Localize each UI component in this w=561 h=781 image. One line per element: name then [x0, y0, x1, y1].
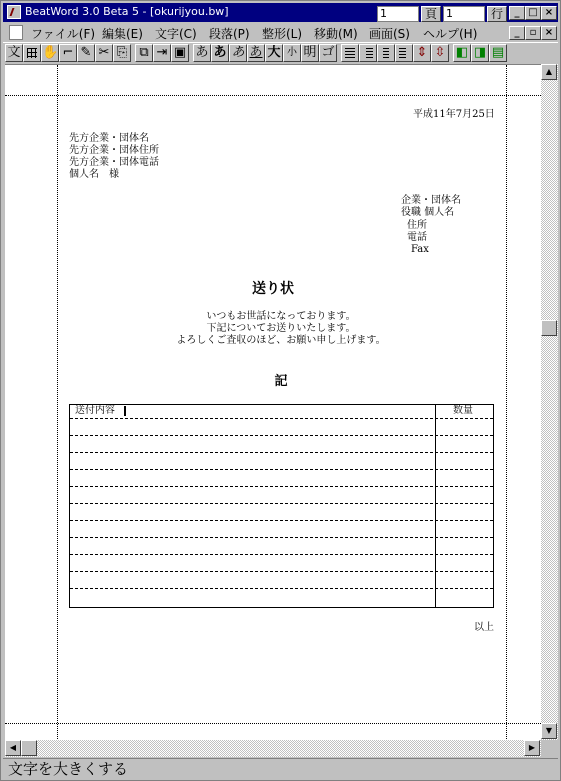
- page-next-icon[interactable]: ◨: [471, 44, 489, 62]
- recipient-name: 個人名 様: [69, 169, 119, 180]
- left-margin-guide: [57, 65, 58, 740]
- horizontal-scrollbar[interactable]: [5, 740, 541, 757]
- table-row[interactable]: [70, 520, 493, 521]
- line-label: 行: [487, 6, 507, 22]
- ki-heading: 記: [274, 374, 288, 389]
- copy-block-icon[interactable]: ⧉: [135, 44, 153, 62]
- menu-bar: [3, 23, 558, 42]
- font-small-button[interactable]: 小: [283, 44, 301, 62]
- menu-view[interactable]: 画面(S): [369, 27, 410, 41]
- page-prev-icon[interactable]: ◧: [453, 44, 471, 62]
- font-large-button[interactable]: 大: [265, 44, 283, 62]
- window-title: BeatWord 3.0 Beta 5 - [okurijyou.bw]: [25, 5, 229, 18]
- table-row[interactable]: [70, 418, 493, 419]
- document-heading: 送り状: [252, 281, 294, 297]
- page-label: 頁: [421, 6, 441, 22]
- align-left-icon[interactable]: [395, 44, 413, 62]
- ruler-line-icon[interactable]: ⌐: [59, 44, 77, 62]
- indent-icon[interactable]: ⇥: [153, 44, 171, 62]
- greeting-line-1: いつもお世話になっております。: [206, 311, 356, 322]
- status-bar: 文字を大きくする: [3, 758, 558, 780]
- page-last-icon[interactable]: ▤: [489, 44, 507, 62]
- horizontal-scroll-thumb[interactable]: [21, 740, 37, 756]
- pencil-icon[interactable]: ✎: [77, 44, 95, 62]
- contents-table[interactable]: [69, 404, 494, 608]
- table-row[interactable]: [70, 588, 493, 589]
- menu-format[interactable]: 整形(L): [262, 27, 303, 41]
- sender-address: 住所: [407, 220, 427, 231]
- maximize-icon[interactable]: □: [525, 6, 541, 20]
- table-row[interactable]: [70, 435, 493, 436]
- font-italic-button[interactable]: あ: [229, 44, 247, 62]
- table-header-quantity: 数量: [453, 405, 473, 416]
- title-bar[interactable]: [3, 3, 558, 22]
- sender-fax: Fax: [411, 244, 429, 255]
- menu-paragraph[interactable]: 段落(P): [209, 27, 250, 41]
- scroll-up-icon[interactable]: ▲: [541, 64, 557, 80]
- font-gothic-button[interactable]: ゴ: [319, 44, 337, 62]
- vertical-scroll-thumb[interactable]: [541, 320, 557, 336]
- frame-icon[interactable]: ▣: [171, 44, 189, 62]
- table-row[interactable]: [70, 486, 493, 487]
- greeting-line-3: よろしくご査収のほど、お願い申し上げます。: [176, 335, 386, 346]
- table-row[interactable]: [70, 571, 493, 572]
- minimize-icon[interactable]: _: [509, 6, 525, 20]
- scroll-down-icon[interactable]: ▼: [541, 723, 557, 739]
- document-icon[interactable]: [9, 25, 23, 40]
- right-margin-guide: [506, 65, 507, 740]
- document-area[interactable]: [5, 64, 541, 740]
- doc-restore-icon[interactable]: ▫: [525, 26, 541, 40]
- table-row[interactable]: [70, 452, 493, 453]
- menu-edit[interactable]: 編集(E): [102, 27, 143, 41]
- font-normal-button[interactable]: あ: [193, 44, 211, 62]
- scroll-right-icon[interactable]: ▶: [524, 740, 540, 756]
- table-row[interactable]: [70, 537, 493, 538]
- close-icon[interactable]: ×: [541, 6, 557, 20]
- font-underline-button[interactable]: あ: [247, 44, 265, 62]
- sender-company: 企業・団体名: [401, 195, 461, 206]
- line-spacing-narrow-icon[interactable]: ⇳: [431, 44, 449, 62]
- vertical-scrollbar[interactable]: [541, 64, 558, 740]
- toolbar: [3, 42, 558, 64]
- hand-icon[interactable]: ✋: [42, 45, 59, 60]
- text-cursor: [124, 406, 126, 416]
- app-icon[interactable]: [7, 5, 21, 19]
- table-row[interactable]: [70, 469, 493, 470]
- align-center-icon[interactable]: [377, 44, 395, 62]
- table-icon[interactable]: [23, 44, 41, 62]
- sender-phone: 電話: [407, 232, 427, 243]
- sender-title-name: 役職 個人名: [401, 207, 455, 218]
- recipient-address: 先方企業・団体住所: [69, 145, 159, 156]
- scroll-left-icon[interactable]: ◀: [5, 740, 21, 756]
- recipient-company: 先方企業・団体名: [69, 133, 149, 144]
- font-bold-button[interactable]: あ: [211, 44, 229, 62]
- recipient-phone: 先方企業・団体電話: [69, 157, 159, 168]
- page-number-input[interactable]: 1: [377, 6, 419, 22]
- greeting-line-2: 下記についてお送りいたします。: [206, 323, 356, 334]
- text-mode-button[interactable]: 文: [5, 44, 23, 62]
- doc-minimize-icon[interactable]: _: [509, 26, 525, 40]
- align-right-icon[interactable]: [359, 44, 377, 62]
- line-spacing-wide-icon[interactable]: ⇕: [413, 44, 431, 62]
- closing-text: 以上: [474, 622, 494, 633]
- align-justify-icon[interactable]: [341, 44, 359, 62]
- menu-move[interactable]: 移動(M): [314, 27, 358, 41]
- menu-help[interactable]: ヘルプ(H): [423, 27, 478, 41]
- table-header-contents: 送付内容: [75, 405, 115, 416]
- scissors-icon[interactable]: ✂: [95, 44, 113, 62]
- doc-close-icon[interactable]: ×: [541, 26, 557, 40]
- top-margin-guide: [5, 95, 541, 96]
- paste-icon[interactable]: ⎘: [113, 44, 131, 62]
- table-row[interactable]: [70, 503, 493, 504]
- table-row[interactable]: [70, 554, 493, 555]
- document-date: 平成11年7月25日: [413, 109, 495, 120]
- line-number-input[interactable]: 1: [443, 6, 485, 22]
- menu-character[interactable]: 文字(C): [155, 27, 197, 41]
- bottom-margin-guide: [5, 723, 541, 724]
- menu-file[interactable]: ファイル(F): [31, 27, 96, 41]
- font-mincho-button[interactable]: 明: [301, 44, 319, 62]
